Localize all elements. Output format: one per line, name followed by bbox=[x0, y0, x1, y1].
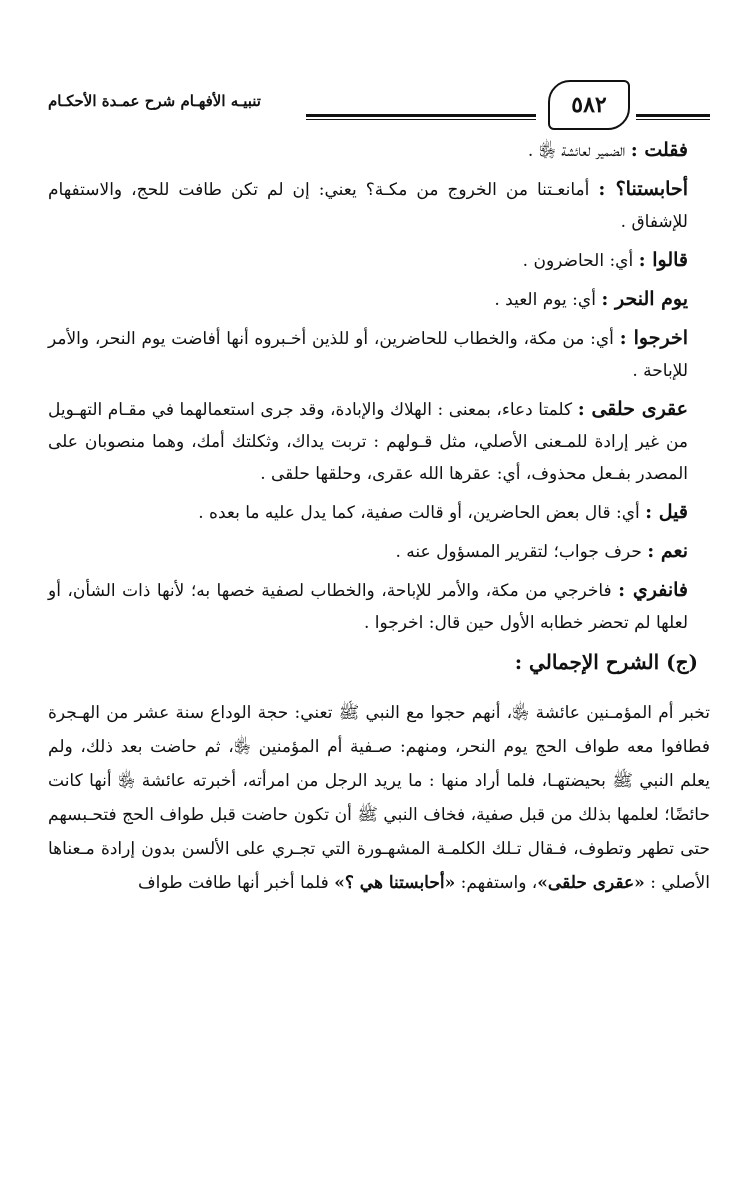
header-rule bbox=[306, 114, 536, 117]
glossary-entry bbox=[48, 535, 710, 568]
glossary-term: يوم النحر : bbox=[601, 288, 688, 310]
summary-text: ، واستفهم: bbox=[455, 873, 538, 893]
glossary-entry bbox=[48, 574, 710, 639]
glossary-definition: أي: من مكة، والخطاب للحاضرين، أو للذين أخـبروه أنها أفاضت يوم النحر، والأمر للإباحة . bbox=[48, 329, 688, 381]
glossary-term: أحابستنا؟ : bbox=[598, 178, 688, 200]
glossary-term: قالوا : bbox=[638, 249, 688, 271]
glossary-definition: أي: الحاضرون . bbox=[522, 251, 639, 271]
glossary-entry bbox=[48, 283, 710, 316]
glossary-entry bbox=[48, 244, 710, 277]
glossary-definition: فاخرجي من مكة، والأمر للإباحة، والخطاب لصفية خصها به؛ لأنها ذات الشأن، أو لعلها لم تحضر خطابه الأول حين قال: اخرجوا . bbox=[48, 581, 688, 633]
section-heading: (ج) الشرح الإجمالي : bbox=[514, 650, 698, 674]
glossary-term: اخرجوا : bbox=[619, 327, 688, 349]
glossary-term: فقلت : bbox=[630, 139, 688, 161]
glossary-definition: حرف جواب؛ لتقرير المسؤول عنه . bbox=[395, 542, 648, 562]
page-header bbox=[48, 78, 710, 134]
glossary-definition: كلمتا دعاء، بمعنى : الهلاك والإبادة، وقد جرى استعمالهما في مقـام التهـويل من غير إرادة للمـعنى الأصلي، مثل قـولهم : تربت يداك، وثكلتك أمك، وهما منصوبان على المصدر بفـعل محذوف، أي: عقرها الله عقرى، وحلقها حلقى . bbox=[48, 400, 688, 484]
glossary-entry bbox=[48, 134, 710, 167]
glossary-definition: أمانعـتنا من الخروج من مكـة؟ يعني: إن لم تكن طافت للحج، والاستفهام للإشفاق . bbox=[48, 180, 688, 232]
summary-text: تخبر أم المؤمـنين عائشة ﵂، أنهم حجوا مع النبي ﷺ تعني: حجة الوداع سنة عشر من الهـجرة فطافوا معه طواف الحج يوم النحر، ومنهم: صـفية أم المؤمنين ﵂، ثم حاضت بعد ذلك، ولم يعلم النبي ﷺ بحيضتهـا، فلما أراد منها : ما يريد الرجل من امرأته، أخبرته عائشة ﵂ أنها كانت حائضًا؛ لعلمها بذلك من قبل صفية، فخاف النبي ﷺ أن تكون حاضت قبل طواف الحج فتحـبسهم حتى تطهر وتطوف، فـقال تـلك الكلمـة المشهـورة التي تجـري على الألسن بدون إرادة مـعناها الأصلي : bbox=[48, 703, 710, 893]
glossary-term: فانفري : bbox=[618, 579, 688, 601]
header-rule-thin bbox=[306, 119, 536, 120]
glossary-definition: أي: قال بعض الحاضرين، أو قالت صفية، كما يدل عليه ما بعده . bbox=[198, 503, 646, 523]
glossary-entry bbox=[48, 322, 710, 387]
glossary-definition: أي: يوم العيد . bbox=[494, 290, 602, 310]
glossary-entry bbox=[48, 173, 710, 238]
glossary-entry bbox=[48, 496, 710, 529]
glossary-entry bbox=[48, 393, 710, 490]
page bbox=[48, 78, 710, 917]
glossary-term: قيل : bbox=[645, 501, 688, 523]
glossary-definition: الضمير لعائشة ﵂ . bbox=[527, 141, 631, 161]
glossary-term: نعم : bbox=[647, 540, 688, 562]
summary-paragraph bbox=[48, 696, 710, 900]
quote-text: «أحابستنا هي ؟» bbox=[334, 873, 456, 893]
running-title: تنبيـه الأفهـام شرح عمـدة الأحكـام bbox=[48, 92, 261, 110]
summary-text: فلما أخبر أنها طافت طواف bbox=[138, 873, 335, 893]
header-rule-right bbox=[636, 114, 710, 117]
glossary bbox=[48, 134, 710, 639]
page-number: ٥٨٢ bbox=[548, 80, 630, 130]
quote-text: «عقرى حلقى» bbox=[537, 873, 645, 893]
header-rule-right-thin bbox=[636, 119, 710, 120]
glossary-term: عقرى حلقى : bbox=[577, 398, 689, 420]
